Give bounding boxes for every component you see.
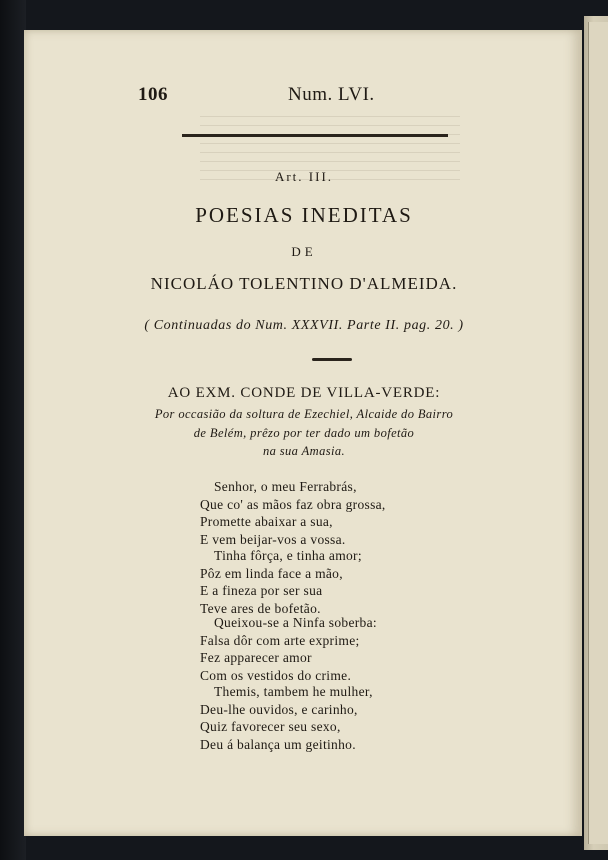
header-rule	[182, 134, 448, 137]
verse-line: Queixou-se a Ninfa soberba:	[214, 615, 377, 630]
stanza	[200, 683, 373, 753]
verse-line: Fez apparecer amor	[200, 650, 312, 665]
verse-line: Quiz favorecer seu sexo,	[200, 719, 341, 734]
verse-line: Promette abaixar a sua,	[200, 514, 333, 529]
verse-line: E a fineza por ser sua	[200, 583, 323, 598]
verse-line: Que co' as mãos faz obra grossa,	[200, 496, 386, 512]
running-head: Num. LVI.	[288, 84, 375, 105]
verse-line: Com os vestidos do crime.	[200, 667, 352, 683]
poem-subtitle-line: de Belém, prêzo por ter dado um bofetão	[193, 426, 415, 440]
stanza	[200, 547, 362, 617]
ornament-rule	[312, 358, 352, 361]
page-number: 106	[138, 84, 168, 105]
continuation-note: ( Continuadas do Num. XXXVII. Parte II. pag. 20. )	[144, 318, 464, 333]
poem-title: AO EXM. CONDE DE VILLA-VERDE:	[167, 385, 441, 401]
verse-line: Deu á balança um geitinho.	[200, 736, 356, 752]
poem-subtitle-line: na sua Amasia.	[262, 444, 346, 458]
main-title: POESIAS INEDITAS	[195, 203, 413, 227]
verse-line: Deu-lhe ouvidos, e carinho,	[200, 701, 358, 717]
author-name: NICOLÁO TOLENTINO D'ALMEIDA.	[150, 274, 458, 293]
verse-line: Themis, tambem he mulher,	[214, 684, 373, 699]
verse-line: Falsa dôr com arte exprime;	[200, 632, 360, 648]
verse-line: Pôz em linda face a mão,	[200, 565, 343, 581]
article-label: Art. III.	[274, 169, 334, 184]
verse-line: E vem beijar-vos a vossa.	[200, 531, 346, 547]
stanza	[200, 614, 377, 684]
verse-line: Senhor, o meu Ferrabrás,	[214, 479, 357, 494]
stanza	[200, 478, 386, 548]
verse-line: Teve ares de bofetão.	[200, 600, 321, 616]
verse-line: Tinha fôrça, e tinha amor;	[214, 548, 362, 563]
poem-subtitle-line: Por occasião da soltura de Ezechiel, Alcaide do Bairro	[154, 407, 454, 421]
title-preposition: DE	[291, 244, 317, 259]
